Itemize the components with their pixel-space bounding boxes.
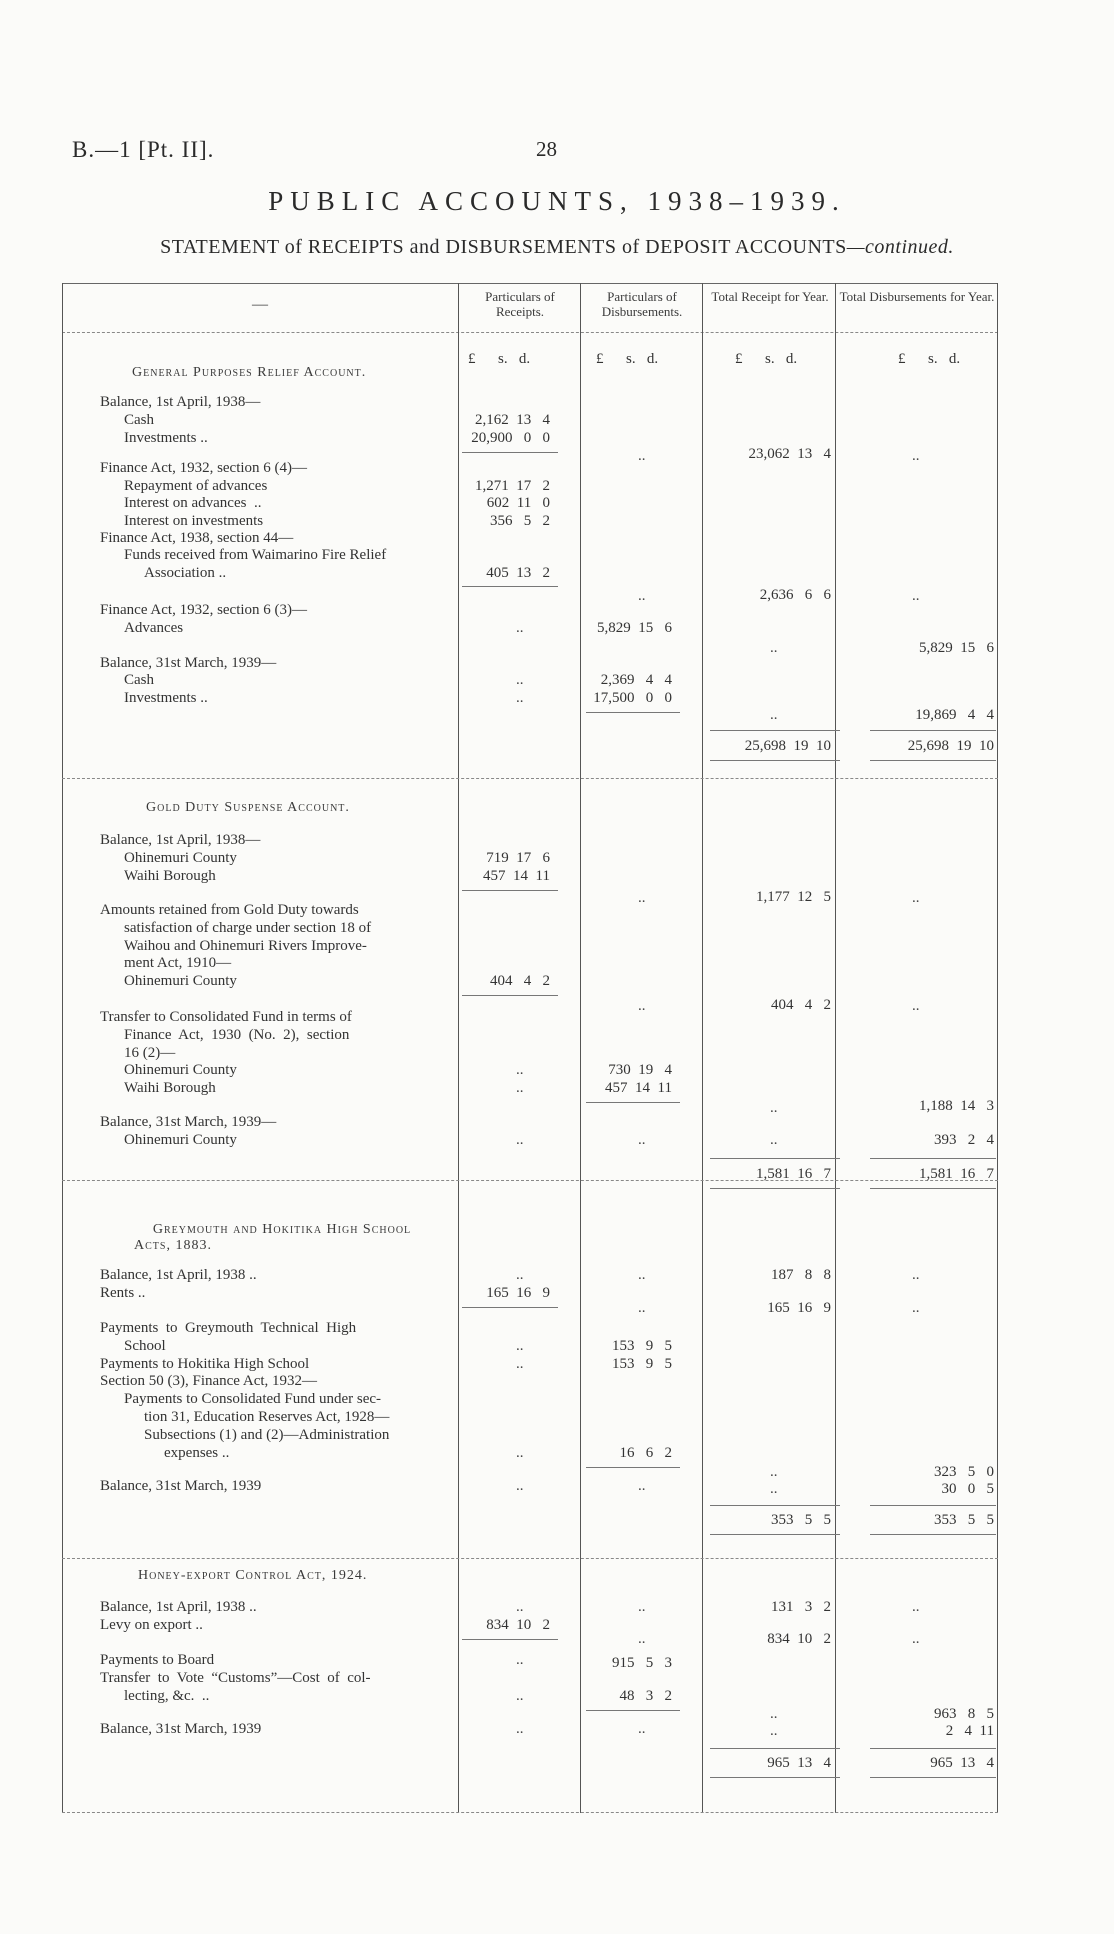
amount-honey-total-rA: 131 3 2 [771,1599,831,1615]
desc-general-intinv: Interest on investments [124,513,264,529]
desc-grey-pay2: Payments to Hokitika High School [100,1356,310,1372]
desc-honey-pay: Payments to Board [100,1652,215,1668]
leader-dots: .. [638,1631,646,1647]
leader-dots: .. [770,1132,778,1148]
desc-gold-waihi: Waihi Borough [124,868,216,884]
amount-honey-d-pay: 915 5 3 [612,1655,672,1671]
total-rule [710,1534,840,1535]
desc-general-funds2: Association .. [144,565,227,581]
units-disbursements: £ s. d. [596,351,659,367]
col-border-right [997,283,998,1813]
desc-gold-bal2: Balance, 31st March, 1939— [100,1114,277,1130]
amount-grey-d-pay2: 153 9 5 [612,1356,672,1372]
section-title-honey: Honey-export Control Act, 1924. [138,1568,368,1583]
amount-general-grand-r: 25,698 19 10 [744,738,831,754]
leader-dots: .. [638,1478,646,1494]
leader-dots: .. [912,1631,920,1647]
desc-gold-bal1: Balance, 1st April, 1938— [100,832,261,848]
amount-gold-r-waihi: 457 14 11 [483,868,550,884]
amount-grey-total-dB: 30 0 5 [941,1481,994,1497]
leader-dots: .. [912,588,920,604]
leader-dots: .. [516,672,524,688]
amount-grey-total-rA: 187 8 8 [771,1267,831,1283]
desc-honey-bal1: Balance, 1st April, 1938 .. [100,1599,257,1615]
amount-general-d-adv: 5,829 15 6 [597,620,672,636]
amount-general-r-intinv: 356 5 2 [490,513,550,529]
desc-honey-tr1: Transfer to Vote “Customs”—Cost of col- [100,1670,371,1686]
desc-gold-tr2: Finance Act, 1930 (No. 2), section [124,1027,350,1043]
total-rule [710,1188,840,1189]
col-head-receipts: Particulars of Receipts. [485,289,555,319]
total-rule [870,730,996,731]
table-bottom-rule [62,1812,998,1813]
desc-general-funds1: Funds received from Waimarino Fire Relief [124,547,387,563]
desc-grey-rents: Rents .. [100,1285,146,1301]
total-rule [870,1777,996,1778]
total-rule [710,730,840,731]
subtotal-rule [462,890,558,891]
amount-general-r-inv: 20,900 0 0 [471,430,550,446]
desc-general-cash2: Cash [124,672,154,688]
amount-grey-total-rB: 165 16 9 [767,1300,831,1316]
leader-dots: .. [638,448,646,464]
desc-general-fin3: Finance Act, 1932, section 6 (3)— [100,602,308,618]
amount-honey-grand-d: 965 13 4 [930,1755,994,1771]
amount-honey-r-levy: 834 10 2 [486,1617,550,1633]
leader-dots: .. [638,890,646,906]
amount-grey-grand-r: 353 5 5 [771,1512,831,1528]
subtotal-rule [462,1307,558,1308]
leader-dots: .. [516,1080,524,1096]
total-rule [710,1505,840,1506]
desc-gold-amt3: Waihou and Ohinemuri Rivers Improve- [124,938,367,954]
leader-dots: .. [516,1721,524,1737]
table-top-rule [62,283,998,284]
leader-dots: .. [516,1132,524,1148]
leader-dots: .. [516,690,524,706]
desc-general-inv2: Investments .. [124,690,208,706]
leader-dots: .. [638,998,646,1014]
amount-honey-d-tr: 48 3 2 [619,1688,672,1704]
desc-grey-sec2: Payments to Consolidated Fund under sec- [124,1391,382,1407]
section-title-greymouth-line2: Acts, 1883. [134,1238,212,1253]
leader-dots: .. [516,1652,524,1668]
leader-dots: .. [516,1338,524,1354]
page-number: 28 [536,137,557,161]
subtotal-rule [586,712,680,713]
desc-honey-levy: Levy on export .. [100,1617,203,1633]
section-rule-3 [62,1558,998,1559]
desc-honey-tr2: lecting, &c. .. [124,1688,210,1704]
leader-dots: .. [912,998,920,1014]
amount-grey-d-pay1: 153 9 5 [612,1338,672,1354]
desc-general-bal2: Balance, 31st March, 1939— [100,655,277,671]
amount-honey-total-dA: 963 8 5 [934,1706,994,1722]
subtitle-main: STATEMENT of RECEIPTS and DISBURSEMENTS of DEPOSIT ACCOUNTS [160,236,847,258]
col-border-1 [458,283,459,1813]
leader-dots: .. [638,1599,646,1615]
leader-dots: .. [770,1481,778,1497]
leader-dots: .. [516,1356,524,1372]
desc-grey-pay1: Payments to Greymouth Technical High [100,1320,357,1336]
leader-dots: .. [638,1267,646,1283]
amount-gold-total-dB: 393 2 4 [934,1132,994,1148]
amount-grey-d-exp: 16 6 2 [619,1445,672,1461]
amount-grey-r-rents: 165 16 9 [486,1285,550,1301]
total-rule [870,760,996,761]
desc-general-adv: Advances [124,620,184,636]
desc-gold-amt2: satisfaction of charge under section 18 of [124,920,372,936]
col-head-total-receipt: Total Receipt for Year. [711,289,829,304]
amount-gold-d-ohc: 730 19 4 [608,1062,672,1078]
col-head-disbursements: Particulars of Disbursements. [601,289,683,319]
leader-dots: .. [516,1688,524,1704]
col-border-4 [835,283,836,1813]
amount-general-total-d2: 19,869 4 4 [915,707,994,723]
amount-gold-total-dA: 1,188 14 3 [919,1098,994,1114]
total-rule [710,1748,840,1749]
leader-dots: .. [516,1062,524,1078]
col-head-description: — [252,296,268,313]
report-reference: B.—1 [Pt. II]. [72,137,215,162]
leader-dots: .. [638,1132,646,1148]
amount-gold-total-rA: 1,177 12 5 [756,889,831,905]
desc-general-rep: Repayment of advances [124,478,268,494]
desc-general-intadv: Interest on advances .. [124,495,262,511]
leader-dots: .. [770,707,778,723]
total-rule [710,760,840,761]
desc-gold-ohc4: Ohinemuri County [124,1132,237,1148]
subtotal-rule [462,1639,558,1640]
leader-dots: .. [770,640,778,656]
desc-gold-amt4: ment Act, 1910— [124,955,232,971]
amount-general-r-cash: 2,162 13 4 [475,412,550,428]
desc-gold-tr3: 16 (2)— [124,1045,176,1061]
amount-gold-total-rB: 404 4 2 [771,997,831,1013]
subtotal-rule [462,586,558,587]
amount-gold-d-waihi: 457 14 11 [605,1080,672,1096]
amount-honey-grand-r: 965 13 4 [767,1755,831,1771]
desc-general-inv: Investments .. [124,430,208,446]
amount-general-d-cash: 2,369 4 4 [600,672,672,688]
amount-general-r-rep: 1,271 17 2 [475,478,550,494]
amount-grey-total-dA: 323 5 0 [934,1464,994,1480]
desc-grey-sec4: Subsections (1) and (2)—Administration [144,1427,390,1443]
total-rule [870,1748,996,1749]
amount-gold-grand-d: 1,581 16 7 [919,1166,994,1182]
header-rule [62,332,998,333]
desc-honey-bal2: Balance, 31st March, 1939 [100,1721,262,1737]
desc-general-fin2: Finance Act, 1938, section 44— [100,530,294,546]
amount-grey-grand-d: 353 5 5 [934,1512,994,1528]
desc-grey-bal2: Balance, 31st March, 1939 [100,1478,262,1494]
section-title-greymouth-line1: Greymouth and Hokitika High School [152,1222,412,1237]
amount-gold-r-ohc2: 404 4 2 [490,973,550,989]
leader-dots: .. [770,1706,778,1722]
subtotal-rule [462,452,558,453]
units-receipts: £ s. d. [468,351,531,367]
subtotal-rule [586,1467,680,1468]
desc-gold-ohc: Ohinemuri County [124,850,237,866]
col-head-total-disbursements: Total Disbursements for Year. [839,289,995,304]
desc-gold-amt1: Amounts retained from Gold Duty towards [100,902,359,918]
desc-gold-ohc3: Ohinemuri County [124,1062,237,1078]
desc-general-bal1: Balance, 1st April, 1938— [100,394,261,410]
leader-dots: .. [770,1464,778,1480]
subtotal-rule [586,1710,680,1711]
amount-gold-grand-r: 1,581 16 7 [756,1166,831,1182]
col-border-3 [702,283,703,1813]
amount-honey-total-dB: 2 4 11 [945,1723,994,1739]
leader-dots: .. [638,1300,646,1316]
amount-general-d-inv: 17,500 0 0 [593,690,672,706]
total-rule [870,1158,996,1159]
section-title-gold: Gold Duty Suspense Account. [146,800,350,815]
total-rule [710,1777,840,1778]
leader-dots: .. [770,1100,778,1116]
desc-gold-tr1: Transfer to Consolidated Fund in terms of [100,1009,352,1025]
amount-general-total-r1: 23,062 13 4 [748,446,831,462]
leader-dots: .. [516,1267,524,1283]
amount-general-r-funds: 405 13 2 [486,565,550,581]
leader-dots: .. [912,890,920,906]
amount-honey-total-rB: 834 10 2 [767,1631,831,1647]
total-rule [870,1505,996,1506]
desc-general-fin1: Finance Act, 1932, section 6 (4)— [100,460,308,476]
leader-dots: .. [912,448,920,464]
leader-dots: .. [770,1723,778,1739]
leader-dots: .. [516,620,524,636]
amount-general-r-intadv: 602 11 0 [486,495,550,511]
leader-dots: .. [638,1721,646,1737]
col-border-left [62,283,63,1813]
section-title-greymouth [100,1222,464,1254]
page-title: PUBLIC ACCOUNTS, 1938–1939. [268,186,846,216]
leader-dots: .. [516,1445,524,1461]
units-total-disbursements: £ s. d. [898,351,961,367]
amount-general-total-d1: 5,829 15 6 [919,640,994,656]
amount-general-total-r2: 2,636 6 6 [759,587,831,603]
amount-gold-r-ohc: 719 17 6 [486,850,550,866]
section-rule-1 [62,778,998,779]
leader-dots: .. [638,588,646,604]
leader-dots: .. [516,1478,524,1494]
subtitle-continued: —continued. [846,236,954,258]
page-subtitle [0,236,1114,259]
section-rule-2 [62,1180,998,1181]
leader-dots: .. [912,1267,920,1283]
total-rule [870,1188,996,1189]
desc-grey-sec5: expenses .. [164,1445,230,1461]
amount-general-grand-d: 25,698 19 10 [907,738,994,754]
desc-gold-waihi2: Waihi Borough [124,1080,216,1096]
desc-grey-pay1b: School [124,1338,166,1354]
desc-grey-sec3: tion 31, Education Reserves Act, 1928— [144,1409,390,1425]
section-title-general: General Purposes Relief Account. [132,365,367,380]
desc-grey-sec1: Section 50 (3), Finance Act, 1932— [100,1373,318,1389]
leader-dots: .. [912,1599,920,1615]
total-rule [870,1534,996,1535]
leader-dots: .. [516,1599,524,1615]
col-border-2 [580,283,581,1813]
desc-general-cash: Cash [124,412,154,428]
subtotal-rule [586,1102,680,1103]
total-rule [710,1158,840,1159]
desc-grey-bal1: Balance, 1st April, 1938 .. [100,1267,257,1283]
leader-dots: .. [912,1300,920,1316]
desc-gold-ohc2: Ohinemuri County [124,973,237,989]
subtotal-rule [462,995,558,996]
units-total-receipt: £ s. d. [735,351,798,367]
